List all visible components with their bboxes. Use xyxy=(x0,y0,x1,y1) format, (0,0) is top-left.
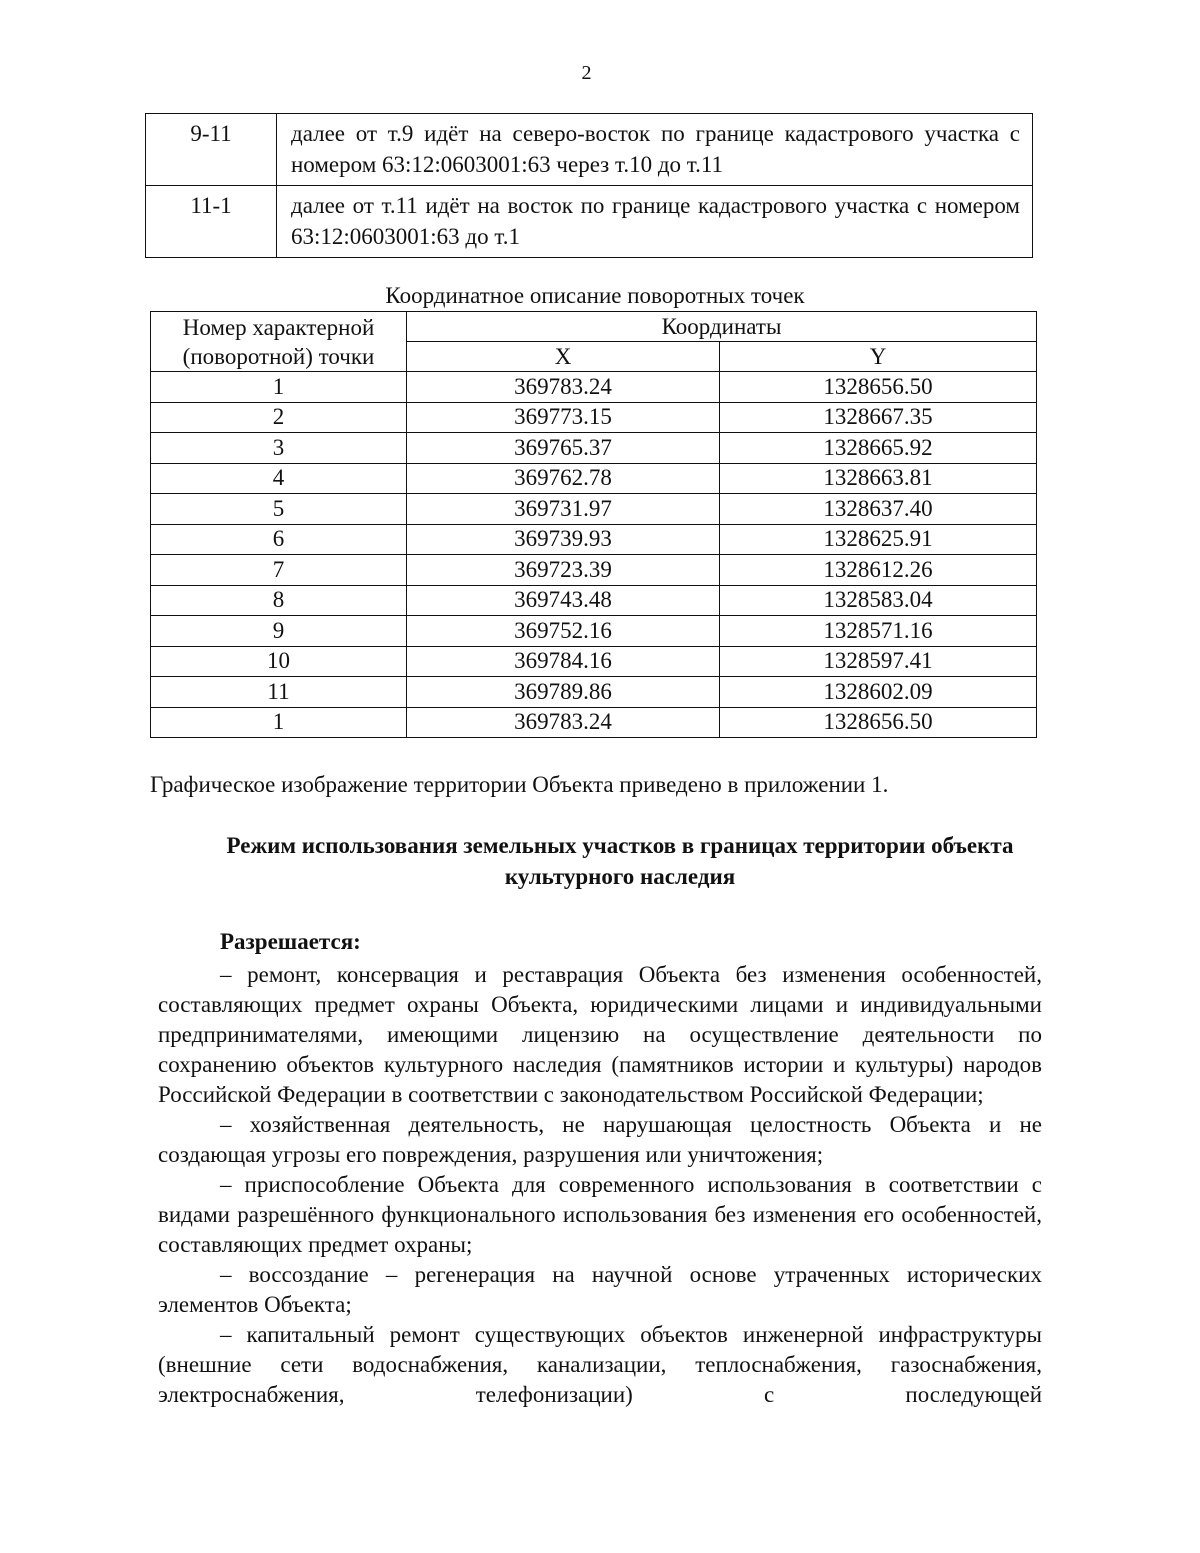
table-row xyxy=(146,114,1033,186)
x-cell: 369762.78 xyxy=(407,463,720,494)
graphic-note: Графическое изображение территории Объекта приведено в приложении 1. xyxy=(150,772,889,797)
table-row xyxy=(151,585,1037,616)
table-row xyxy=(151,372,1037,403)
table-row xyxy=(151,707,1037,738)
y-cell: 1328656.50 xyxy=(720,372,1037,403)
x-cell: 369783.24 xyxy=(407,707,720,738)
y-cell: 1328612.26 xyxy=(720,555,1037,586)
y-cell: 1328637.40 xyxy=(720,494,1037,525)
x-cell: 369739.93 xyxy=(407,524,720,555)
list-item: – капитальный ремонт существующих объектов инженерной инфраструктуры (внешние сети водоснабжения, канализации, теплоснабжения, газоснабжения, электроснабжения, телефонизации) с последующей xyxy=(158,1322,1042,1407)
point-cell: 3 xyxy=(151,433,407,464)
list-item: – приспособление Объекта для современного использования в соответствии с видами разрешённого функционального использования без изменения его особенностей, составляющих предмет охраны; xyxy=(158,1172,1042,1257)
x-header: X xyxy=(407,342,720,372)
y-cell: 1328602.09 xyxy=(720,677,1037,708)
coordinates-table xyxy=(150,311,1037,738)
page-number: 2 xyxy=(581,62,592,84)
table-row xyxy=(151,677,1037,708)
y-cell: 1328665.92 xyxy=(720,433,1037,464)
list-item: – воссоздание – регенерация на научной основе утраченных исторических элементов Объекта; xyxy=(158,1262,1042,1317)
allowed-label: Разрешается: xyxy=(220,929,361,954)
section-heading: Режим использования земельных участков в границах территории объекта культурного наследия xyxy=(226,833,1014,889)
coordinates-header: Координаты xyxy=(407,312,1037,342)
point-cell: 11 xyxy=(151,677,407,708)
x-cell: 369731.97 xyxy=(407,494,720,525)
table-row xyxy=(151,433,1037,464)
point-cell: 6 xyxy=(151,524,407,555)
segment-cell: 11-1 xyxy=(146,186,277,258)
table-row xyxy=(151,494,1037,525)
point-cell: 10 xyxy=(151,646,407,677)
y-cell: 1328663.81 xyxy=(720,463,1037,494)
segment-description: далее от т.9 идёт на северо-восток по границе кадастрового участка с номером 63:12:0603001:63 через т.10 до т.11 xyxy=(277,114,1033,186)
table-row xyxy=(151,616,1037,647)
point-number-header: Номер характерной (поворотной) точки xyxy=(151,312,407,372)
x-cell: 369752.16 xyxy=(407,616,720,647)
segment-cell: 9-11 xyxy=(146,114,277,186)
y-cell: 1328667.35 xyxy=(720,402,1037,433)
point-cell: 9 xyxy=(151,616,407,647)
table-row xyxy=(151,402,1037,433)
point-cell: 1 xyxy=(151,707,407,738)
table-row xyxy=(151,463,1037,494)
point-cell: 1 xyxy=(151,372,407,403)
x-cell: 369789.86 xyxy=(407,677,720,708)
point-cell: 7 xyxy=(151,555,407,586)
y-cell: 1328656.50 xyxy=(720,707,1037,738)
table-row xyxy=(151,555,1037,586)
segment-description: далее от т.11 идёт на восток по границе кадастрового участка с номером 63:12:0603001:63 до т.1 xyxy=(277,186,1033,258)
list-item: – ремонт, консервация и реставрация Объекта без изменения особенностей, составляющих предмет охраны Объекта, юридическими лицами и индивидуальными предпринимателями, имеющими лицензию на осуществление деятельности по сохранению объектов культурного наследия (памятников истории и культуры) народов Российской Федерации в соответствии с законодательством Российской Федерации; xyxy=(158,962,1042,1107)
x-cell: 369743.48 xyxy=(407,585,720,616)
x-cell: 369783.24 xyxy=(407,372,720,403)
boundary-segments-table xyxy=(145,113,1033,258)
y-cell: 1328597.41 xyxy=(720,646,1037,677)
point-cell: 2 xyxy=(151,402,407,433)
point-cell: 8 xyxy=(151,585,407,616)
x-cell: 369773.15 xyxy=(407,402,720,433)
x-cell: 369784.16 xyxy=(407,646,720,677)
allowed-list xyxy=(158,960,1042,1410)
x-cell: 369765.37 xyxy=(407,433,720,464)
table-row xyxy=(151,524,1037,555)
y-header: Y xyxy=(720,342,1037,372)
coords-table-caption: Координатное описание поворотных точек xyxy=(385,283,805,308)
y-cell: 1328625.91 xyxy=(720,524,1037,555)
y-cell: 1328583.04 xyxy=(720,585,1037,616)
y-cell: 1328571.16 xyxy=(720,616,1037,647)
point-cell: 5 xyxy=(151,494,407,525)
point-cell: 4 xyxy=(151,463,407,494)
list-item: – хозяйственная деятельность, не нарушающая целостность Объекта и не создающая угрозы его повреждения, разрушения или уничтожения; xyxy=(158,1112,1042,1167)
table-row xyxy=(151,646,1037,677)
table-row xyxy=(146,186,1033,258)
x-cell: 369723.39 xyxy=(407,555,720,586)
